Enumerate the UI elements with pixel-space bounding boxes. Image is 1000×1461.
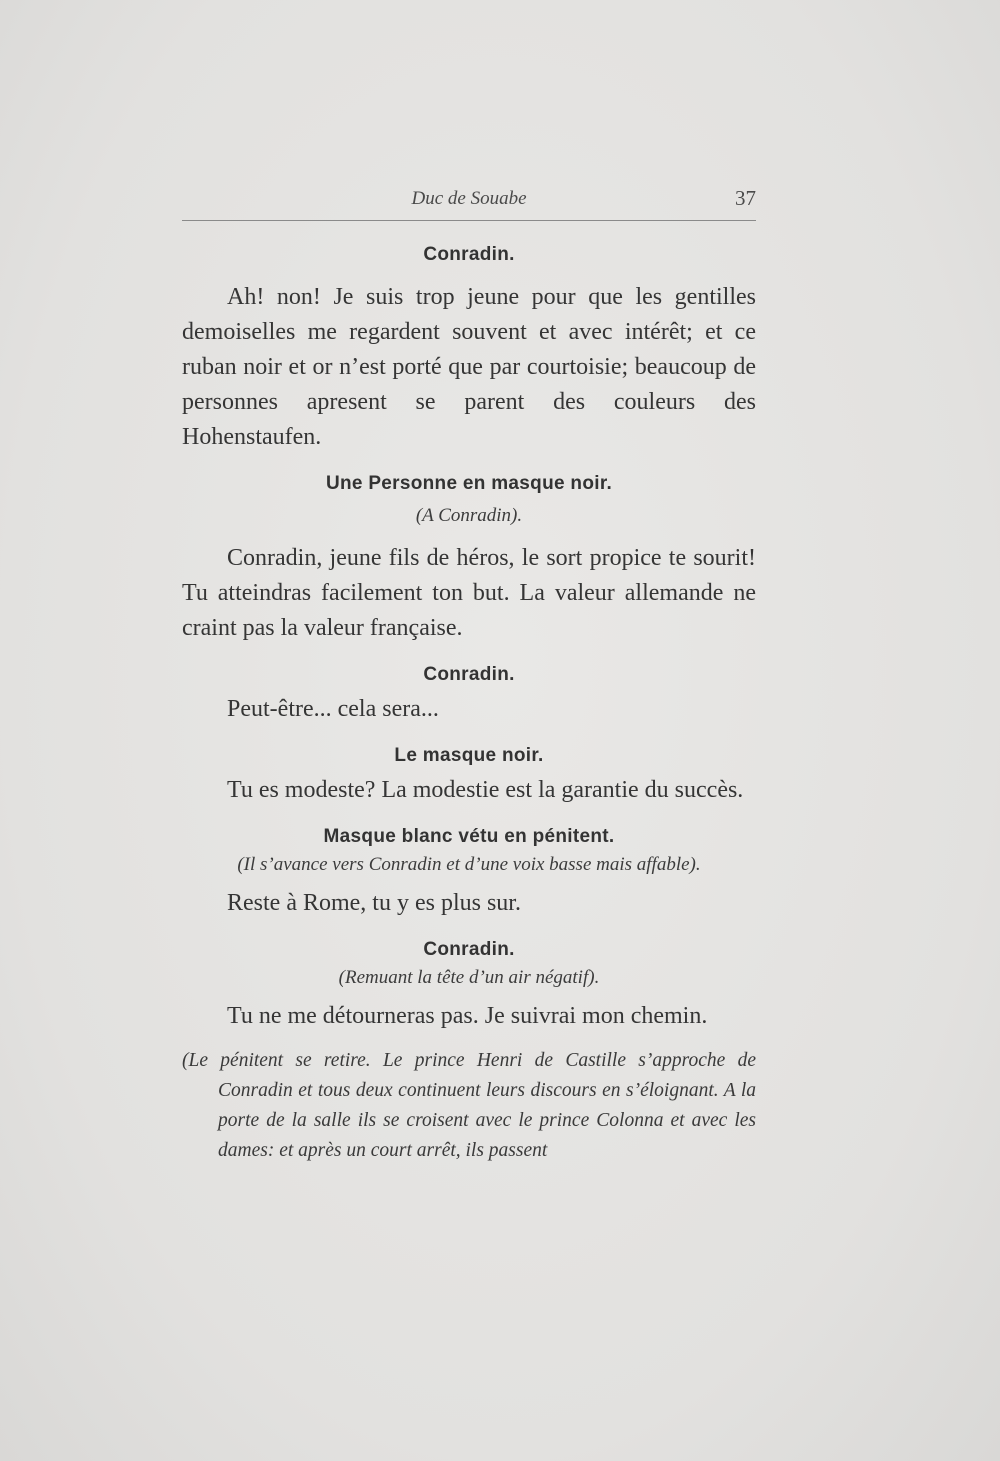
speech-paragraph: Tu es modeste? La modestie est la garantie du succès. xyxy=(227,777,744,803)
speaker-name: Conradin. xyxy=(423,664,515,685)
speech-paragraph: Peut-être... cela sera... xyxy=(227,696,439,722)
page-number: 37 xyxy=(735,186,756,210)
stage-direction: (A Conradin). xyxy=(415,505,523,526)
header-rule xyxy=(182,220,756,221)
page-header xyxy=(182,186,756,214)
speech-paragraph: Ah! non! Je suis trop jeune pour que les gentilles demoiselles me regardent souvent et avec intérêt; et ce ruban noir et or n’est porté que par courtoisie; beaucoup de personnes apresent se parent des couleurs des Hohenstaufen. xyxy=(182,284,756,450)
running-title: Duc de Souabe xyxy=(411,188,527,209)
speaker-name: Conradin. xyxy=(423,244,515,265)
page-text xyxy=(182,232,756,1166)
speaker-name: Une Personne en masque noir. xyxy=(325,473,613,494)
speaker-name: Le masque noir. xyxy=(394,745,544,766)
speech-paragraph: Reste à Rome, tu y es plus sur. xyxy=(227,890,521,916)
speech-paragraph: Tu ne me détourneras pas. Je suivrai mon chemin. xyxy=(227,1003,708,1029)
stage-direction-block: (Le pénitent se retire. Le prince Henri de Castille s’approche de Conradin et tous deux continuent leurs discours en s’éloignant. A la porte de la salle ils se croisent avec le prince Colonna et avec les dames: et après un court arrêt, ils passent xyxy=(182,1050,756,1161)
speaker-name: Masque blanc vétu en pénitent. xyxy=(323,826,615,847)
stage-direction: (Il s’avance vers Conradin et d’une voix basse mais affable). xyxy=(237,854,701,875)
speech-paragraph: Conradin, jeune fils de héros, le sort propice te sourit! Tu atteindras facilement ton but. La valeur allemande ne craint pas la valeur française. xyxy=(182,545,756,641)
speaker-name: Conradin. xyxy=(423,939,515,960)
stage-direction: (Remuant la tête d’un air négatif). xyxy=(338,967,600,988)
